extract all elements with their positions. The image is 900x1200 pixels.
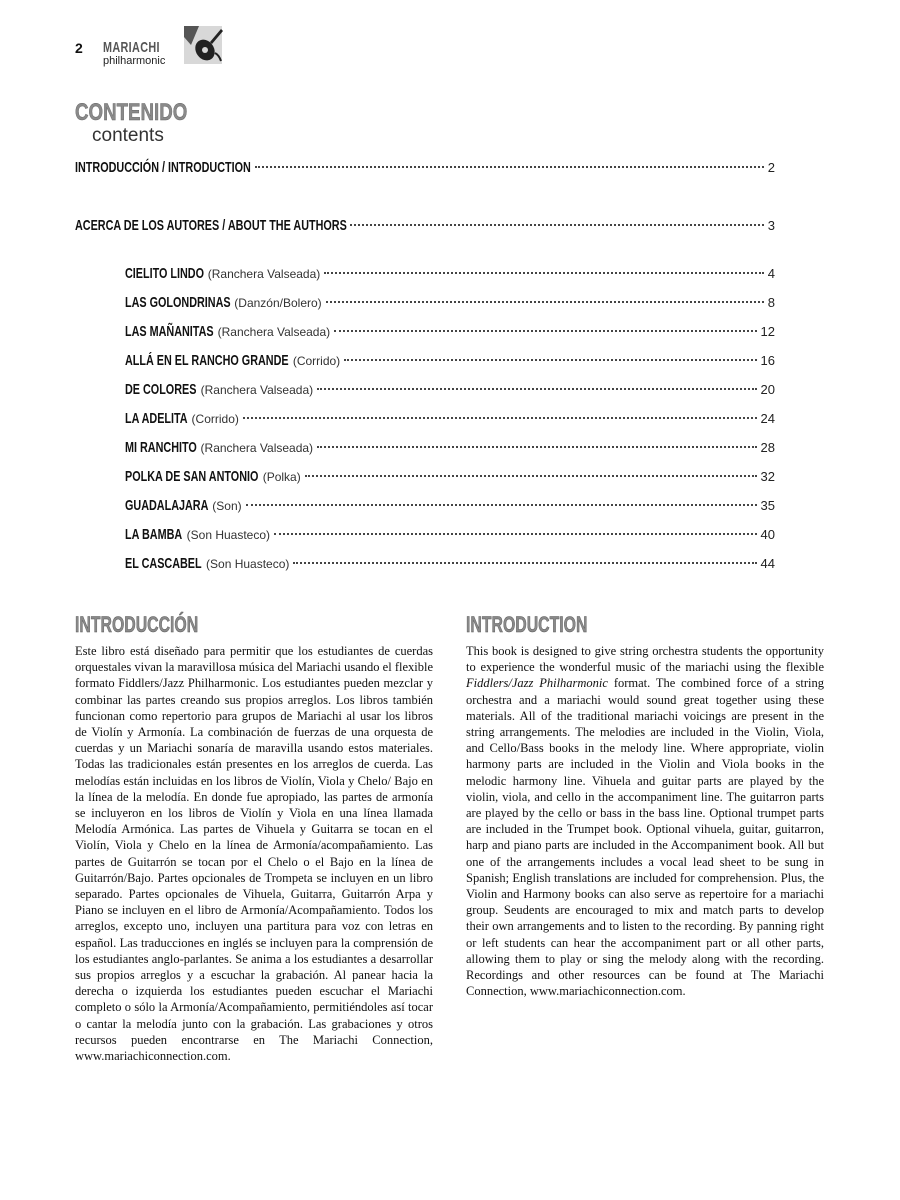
brand-name: MARIACHI [103,39,160,56]
song-genre: (Ranchera Valseada) [207,267,321,281]
toc-page-number: 8 [767,295,775,310]
page-number: 2 [75,40,83,56]
song-genre: (Ranchera Valseada) [200,383,314,397]
intro-es-paragraph: Este libro está diseñado para permitir que los estudiantes de cuerdas orquestales vivan la maravillosa música del Mariachi usando el flexible formato Fiddlers/Jazz Philharmonic. Los estudiantes pueden mezclar y combinar las partes creando sus propios arreglos. Los libros también funcionan como repertorio para grupos de Mariachi al usar los libros de Violín y Armonía. La combinación de fuerzas de una orquesta de cuerdas y un Mariachi sonaría de maravilla usando estos materiales. Todas las tradicionales están presentes en los arreglos de cuerda. Las melodías están incluidas en los libros de Violín, Viola y Chelo/ Bajo en la línea de la melodía. En donde fue apropiado, las partes de armonía se incluyeron en los libros de Violín y Viola en una línea llamada Melodía Armónica. Las partes de Vihuela y Guitarra se tocan en el Violín, Viola y Chelo en la línea de Armonía/acompañamiento. Las partes de Guitarrón se tocan por el Chelo o el Bajo en la línea de Guitarrón/Bajo. Partes opcionales de Trompeta se incluyen en un libro separado. Partes opcionales de Vihuela, Guitarra, Guitarrón Arpa y Piano se incluyen en el libro de Armonía/Acompañamiento. Todos los arreglos, excepto uno, incluyen una partitura para voz con letras en español. Las traducciones en inglés se incluyen para la comprensión de los estudiantes anglo-parlantes. Se anima a los estudiantes a desarrollar sus propios arreglos y a escuchar la grabación. Al panear hacia la derecha o izquierda los estudiantes pueden escuchar el Mariachi completo o sólo la Armonía/Acompañamiento, permitiéndoles así tocar o cantar la melodía junto con la grabación. Las grabaciones y otros recursos pueden encontrarse en The Mariachi Connection, www.mariachiconnection.com. [75,644,433,1064]
toc-entry-title: ACERCA DE LOS AUTORES / ABOUT THE AUTHORS [75,217,347,234]
toc-entry-introduction [75,159,775,181]
toc-page-number: 4 [767,266,775,281]
toc-page-number: 16 [760,353,775,368]
toc-song-entry [125,323,775,345]
toc-leader-dots [255,166,764,168]
toc-leader-dots [246,504,757,506]
toc-page-number: 32 [760,469,775,484]
brand [103,40,182,67]
song-genre: (Son Huasteco) [206,557,290,571]
toc-page-number: 24 [760,411,775,426]
song-title: LAS GOLONDRINAS [125,294,231,311]
intro-en-text-start: This book is designed to give string orchestra students the opportunity to experience the wonderful music of the mariachi using the flexible [466,644,824,675]
toc-song-entry [125,439,775,461]
brand-subtitle: philharmonic [103,55,166,67]
intro-en-paragraph [466,643,824,999]
song-title: GUADALAJARA [125,497,209,514]
toc-leader-dots [317,446,756,448]
intro-es-heading: INTRODUCCIÓN [75,612,199,637]
toc-page-number: 28 [760,440,775,455]
toc-page-number: 12 [760,324,775,339]
intro-en-body [466,643,824,999]
toc-leader-dots [326,301,764,303]
intro-en-format-name: Fiddlers/Jazz Philharmonic [466,676,608,691]
song-title: CIELITO LINDO [125,265,205,282]
toc-page-number: 44 [760,556,775,571]
contents-subtitle: contents [92,125,164,146]
song-title: MI RANCHITO [125,439,197,456]
toc-page-number: 2 [767,160,775,175]
song-title: DE COLORES [125,381,197,398]
intro-en-heading: INTRODUCTION [466,612,588,637]
toc-page-number: 35 [760,498,775,513]
intro-es-body [75,643,433,1064]
song-genre: (Danzón/Bolero) [234,296,322,310]
toc-leader-dots [350,224,763,226]
toc-song-entry [125,381,775,403]
toc-song-entry [125,526,775,548]
mariachi-guitar-logo-icon [181,23,225,67]
song-genre: (Corrido) [292,354,341,368]
toc-song-entry [125,352,775,374]
toc-leader-dots [324,272,764,274]
toc-page-number: 40 [760,527,775,542]
song-genre: (Ranchera Valseada) [217,325,331,339]
song-title: LA BAMBA [125,526,183,543]
song-genre: (Son) [212,499,242,513]
toc-leader-dots [317,388,756,390]
toc-page-number: 3 [767,218,775,233]
toc-song-entry [125,468,775,490]
toc-entry-title: INTRODUCCIÓN / INTRODUCTION [75,159,251,176]
intro-en-text-end: format. The combined force of a string orchestra and a mariachi would sound great together using these materials. All of the traditional mariachi voicings are present in the string arrangements. The melodies are included in the Violin, Viola, and Cello/Bass books in the melody line. Where appropriate, violin harmony parts are included in the Violin and Viola books in the melodic harmony line. Vihuela and guitar parts are played by the violin, viola, and cello in the accompaniment line. The guitarron parts are played by the cello or bass in the bass line. Optional trumpet parts are included in the Trumpet book. Optional vihuela, guitar, guitarron, harp and piano parts are included in the Accompaniment book. All but one of the arrangements includes a vocal lead sheet to be sung in Spanish; English translations are included for comprehension. Plus, the Violin and Harmony books can also serve as repertoire for a mariachi group. Seudents are encouraged to mix and match parts to develop their own arrangements and to listen to the recording. By panning right or left students can hear the accompaniment part or all other parts, allowing them to play or sing the melody along with the recording. Recordings and other resources can be found at The Mariachi Connection, www.mariachiconnection.com. [466,676,824,999]
song-genre: (Son Huasteco) [186,528,271,542]
toc-song-entry [125,497,775,519]
toc-page-number: 20 [760,382,775,397]
toc-song-entry [125,265,775,287]
toc-leader-dots [305,475,757,477]
toc-leader-dots [274,533,757,535]
toc-leader-dots [344,359,756,361]
toc-leader-dots [334,330,756,332]
toc-entry-about-authors [75,217,775,239]
song-genre: (Ranchera Valseada) [200,441,314,455]
song-title: LA ADELITA [125,410,188,427]
song-title: POLKA DE SAN ANTONIO [125,468,259,485]
contents-title: CONTENIDO [75,99,188,126]
song-title: ALLÁ EN EL RANCHO GRANDE [125,352,289,369]
toc-song-entry [125,410,775,432]
toc-song-entry [125,555,775,577]
song-genre: (Corrido) [191,412,239,426]
toc-song-entry [125,294,775,316]
song-genre: (Polka) [262,470,301,484]
toc-leader-dots [243,417,757,419]
song-title: EL CASCABEL [125,555,202,572]
toc-leader-dots [293,562,756,564]
song-title: LAS MAÑANITAS [125,323,214,340]
